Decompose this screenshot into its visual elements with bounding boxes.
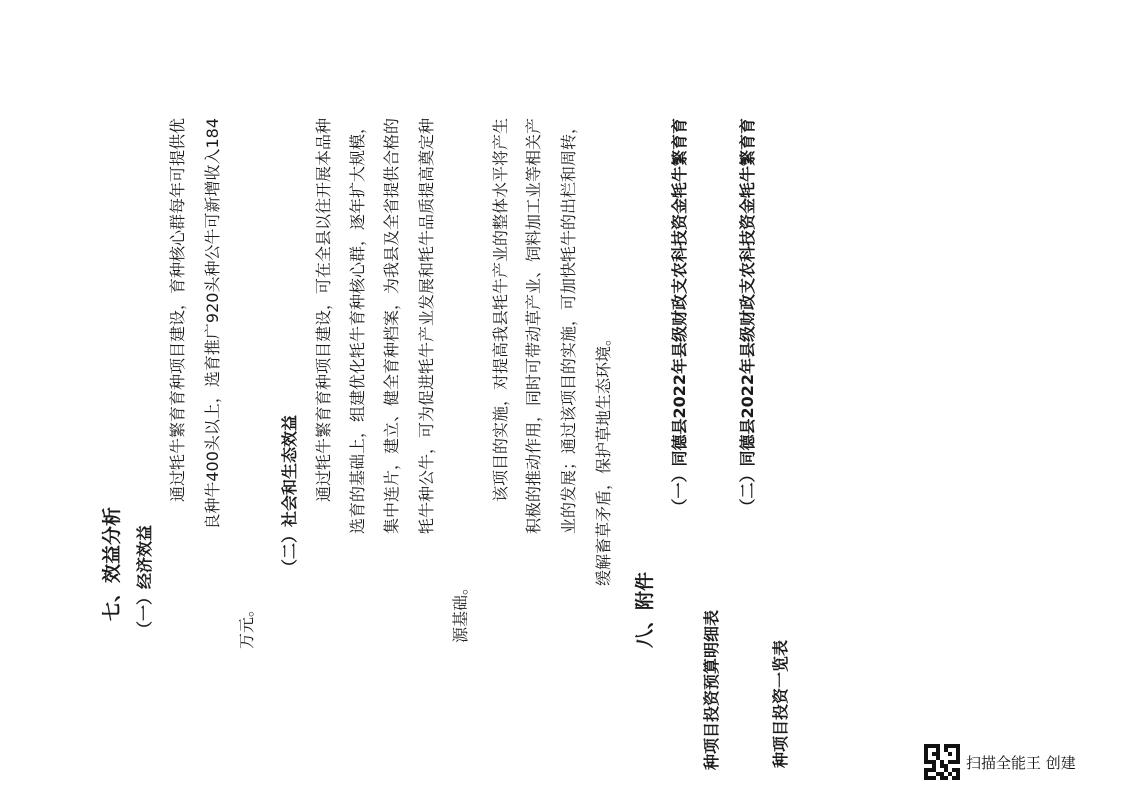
doc-line: 八、附件 [634, 572, 656, 649]
doc-line: 万元。 [237, 601, 256, 650]
doc-line: （二）社会和生态效益 [280, 415, 299, 576]
scanner-watermark [924, 744, 1076, 780]
qr-module [956, 776, 960, 780]
doc-line: 七、效益分析 [101, 507, 123, 622]
doc-line: 通过牦牛繁育育种项目建设，可在全县以往开展本品种 [314, 118, 333, 503]
doc-line: 通过牦牛繁育育种项目建设，育种核心群每年可提供优 [168, 118, 187, 503]
doc-line: 集中连片，建立、健全育种档案，为我县及全省提供合格的 [382, 118, 401, 535]
doc-line: （一）同德县2022年县级财政支农科技资金牦牛繁育育 [670, 118, 689, 515]
doc-line: 种项目投资一览表 [771, 640, 790, 769]
doc-line: 良种牛400头以上，选育推广920头种公牛可新增收入184 [203, 118, 222, 530]
doc-line: （一）经济效益 [135, 525, 154, 638]
doc-line: 业的发展；通过该项目的实施，可加快牦牛的出栏和周转， [559, 118, 578, 535]
qr-code-icon [924, 744, 960, 780]
doc-line: 源基础。 [451, 579, 470, 644]
scanner-label: 扫描全能王 创建 [966, 753, 1076, 772]
doc-line: 种项目投资预算明细表 [702, 610, 721, 771]
doc-line: （二）同德县2022年县级财政支农科技资金牦牛繁育育 [738, 118, 757, 515]
doc-line: 积极的推动作用，同时可带动草产业、饲料加工业等相关产 [524, 118, 543, 535]
doc-line: 选育的基础上，组建优化牦牛育种核心群，逐年扩大规模， [348, 118, 367, 535]
doc-line: 该项目的实施，对提高我县牦牛产业的整体水平将产生 [491, 118, 510, 503]
doc-line: 牦牛种公牛，可为促进牦牛产业发展和牦牛品质提高奠定种 [417, 118, 436, 535]
doc-line: 缓解畜草矛盾，保护草地生态环境。 [594, 330, 613, 587]
